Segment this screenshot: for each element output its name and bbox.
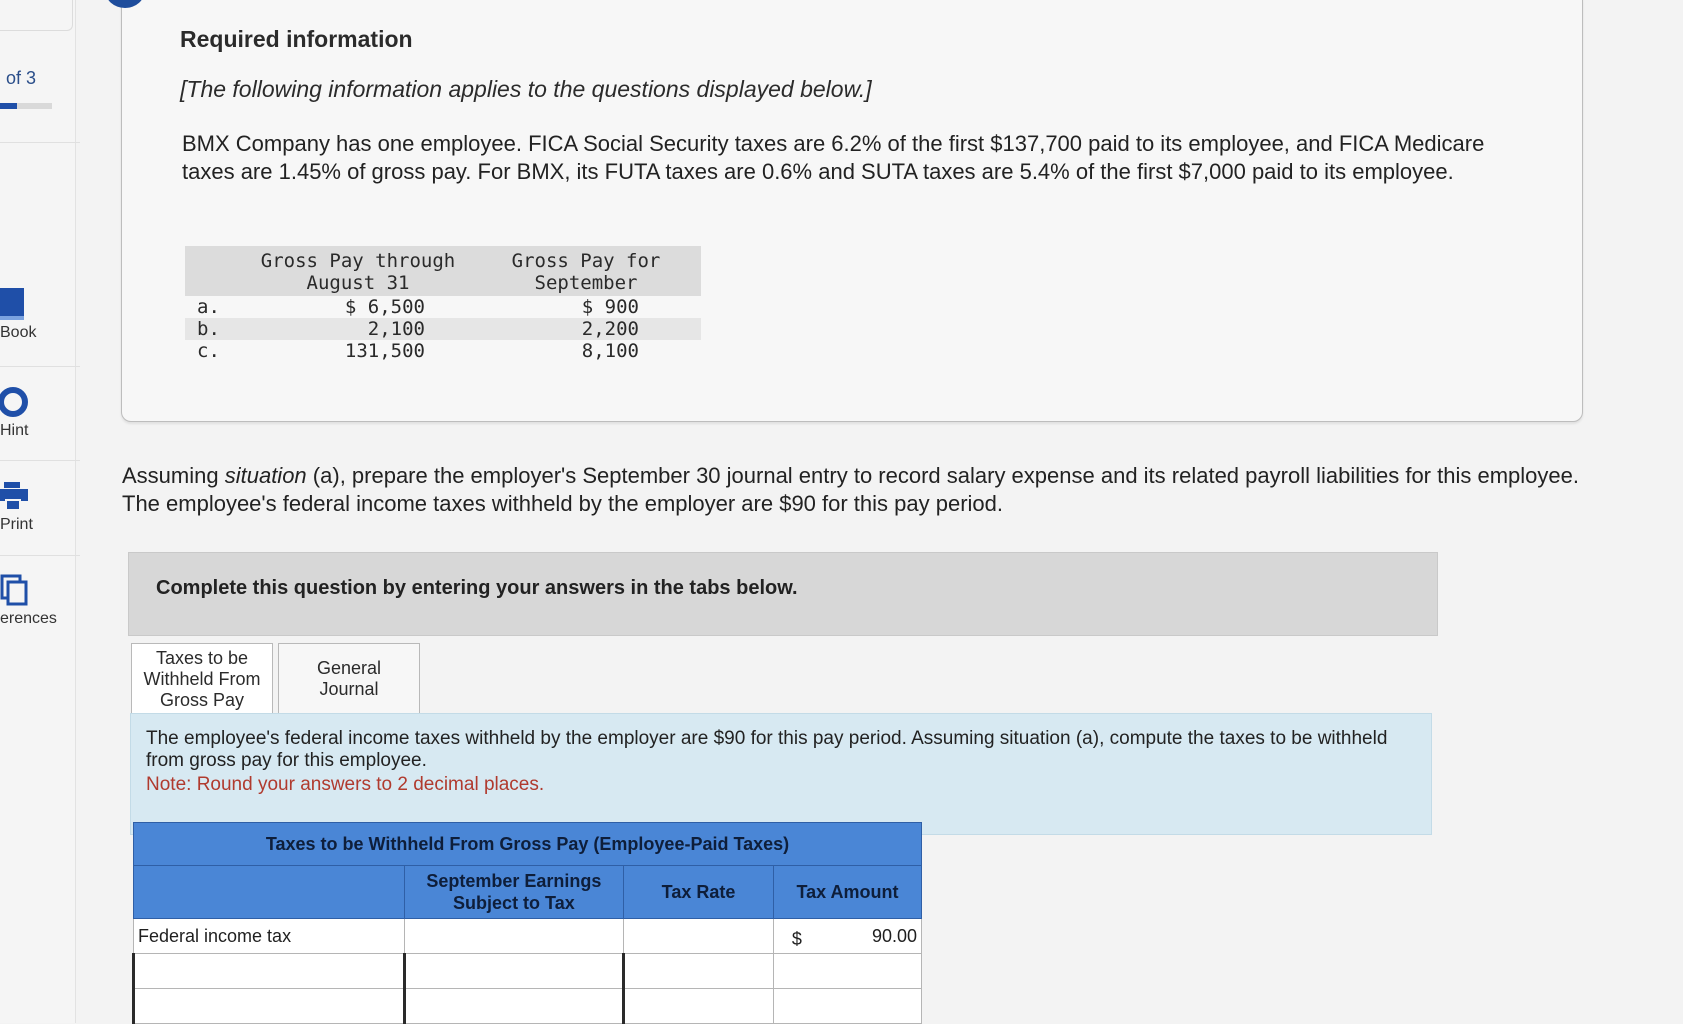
tax-name-select[interactable] bbox=[134, 989, 405, 1024]
required-info-title: Required information bbox=[180, 26, 413, 52]
row-label: a. bbox=[197, 296, 220, 318]
sidebar-top-box bbox=[0, 0, 73, 31]
sidebar-item-print[interactable] bbox=[0, 478, 75, 534]
row-september: 2,200 bbox=[471, 318, 701, 340]
gross-pay-table bbox=[185, 246, 701, 362]
rate-cell[interactable] bbox=[624, 954, 774, 989]
table-header-row bbox=[134, 866, 922, 919]
complete-question-text: Complete this question by entering your answers in the tabs below. bbox=[156, 577, 798, 599]
sidebar-divider bbox=[0, 366, 80, 367]
sidebar-item-book[interactable] bbox=[0, 286, 75, 342]
printer-icon bbox=[0, 478, 75, 514]
instructions-text: The employee's federal income taxes withheld by the employer are $90 for this pay period. Assuming situation (a), compute the taxes to be withheld from gross pay for this employee. bbox=[146, 728, 1388, 771]
currency-symbol: $ bbox=[791, 929, 802, 949]
book-icon bbox=[0, 286, 75, 322]
lifebuoy-icon bbox=[0, 384, 75, 420]
table-row bbox=[185, 296, 701, 318]
tab-taxes-withheld[interactable] bbox=[131, 643, 273, 715]
sidebar-item-label: Book bbox=[0, 324, 37, 341]
column-header-earnings: September Earnings Subject to Tax bbox=[404, 866, 624, 919]
question-prefix: Assuming bbox=[122, 463, 225, 488]
row-label: b. bbox=[185, 318, 245, 340]
required-info-body: BMX Company has one employee. FICA Social Security taxes are 6.2% of the first $137,700 paid to its employee, and FICA Medicare taxes are 1.45% of gross pay. For BMX, its FUTA taxes are 0.6% and SUTA taxes are 5.4% of the first $7,000 paid to its employee. bbox=[182, 131, 1485, 184]
earnings-input[interactable] bbox=[410, 991, 623, 1021]
rate-cell[interactable] bbox=[624, 989, 774, 1024]
sidebar-divider bbox=[0, 460, 80, 461]
copy-icon bbox=[0, 572, 75, 608]
tax-name-input[interactable] bbox=[139, 991, 403, 1021]
tab-label: General Journal bbox=[316, 658, 382, 699]
sidebar-item-references[interactable] bbox=[0, 572, 75, 628]
question-situation-letter: (a) bbox=[312, 463, 340, 488]
rate-input[interactable] bbox=[629, 956, 773, 986]
instructions-note: Note: Round your answers to 2 decimal places. bbox=[146, 774, 545, 795]
tax-name-select[interactable] bbox=[134, 954, 405, 989]
earnings-cell[interactable] bbox=[404, 954, 624, 989]
table-row bbox=[134, 954, 922, 989]
table-header-through: Gross Pay through August 31 bbox=[245, 246, 471, 296]
amount-cell bbox=[773, 954, 921, 989]
tab-label: Taxes to be Withheld From Gross Pay bbox=[143, 647, 261, 710]
earnings-cell[interactable] bbox=[404, 989, 624, 1024]
table-header-blank bbox=[185, 246, 245, 296]
instructions-panel bbox=[130, 713, 1432, 835]
tab-general-journal[interactable] bbox=[278, 643, 420, 714]
progress-bar-fill bbox=[0, 103, 17, 109]
table-caption-row bbox=[134, 823, 922, 866]
sidebar-item-label: Hint bbox=[0, 422, 29, 439]
left-sidebar bbox=[0, 0, 76, 1023]
federal-amount-value: 90.00 bbox=[871, 925, 917, 946]
federal-amount-cell bbox=[773, 919, 921, 954]
row-label: c. bbox=[197, 340, 220, 362]
federal-rate-cell bbox=[624, 919, 774, 954]
table-row bbox=[134, 989, 922, 1024]
sidebar-divider bbox=[0, 142, 80, 143]
table-header-row bbox=[185, 246, 701, 296]
row-label-federal-income-tax: Federal income tax bbox=[134, 919, 405, 954]
taxes-withheld-table bbox=[132, 822, 922, 1024]
progress-bar bbox=[0, 103, 52, 109]
sidebar-item-hint[interactable] bbox=[0, 384, 75, 440]
column-header-tax-amount: Tax Amount bbox=[773, 866, 921, 919]
rate-input[interactable] bbox=[629, 991, 773, 1021]
sidebar-item-label: erences bbox=[0, 610, 57, 627]
amount-cell bbox=[773, 989, 921, 1024]
row-september: $ 900 bbox=[581, 296, 639, 318]
sidebar-divider bbox=[0, 555, 80, 556]
table-row bbox=[134, 919, 922, 954]
table-caption: Taxes to be Withheld From Gross Pay (Employee-Paid Taxes) bbox=[134, 823, 922, 866]
table-header-september: Gross Pay for September bbox=[471, 246, 701, 296]
required-info-subtitle: [The following information applies to the questions displayed below.] bbox=[180, 76, 872, 102]
question-rest: , prepare the employer's September 30 journal entry to record salary expense and its related payroll liabilities for this employee. The employee's federal income taxes withheld by the employer are $90 for this pay period. bbox=[122, 463, 1579, 516]
sidebar-item-label: Print bbox=[0, 516, 33, 533]
tax-name-input[interactable] bbox=[139, 956, 403, 986]
question-situation-word: situation bbox=[224, 463, 307, 488]
row-september: 8,100 bbox=[581, 340, 639, 362]
federal-earnings-cell bbox=[404, 919, 624, 954]
row-through: 131,500 bbox=[344, 340, 425, 362]
column-header-tax-rate: Tax Rate bbox=[624, 866, 774, 919]
table-row bbox=[185, 318, 701, 340]
row-through: $ 6,500 bbox=[344, 296, 425, 318]
page-indicator: of 3 bbox=[6, 68, 37, 88]
earnings-input[interactable] bbox=[410, 956, 623, 986]
row-through: 2,100 bbox=[245, 318, 471, 340]
column-header-blank bbox=[134, 866, 405, 919]
question-text bbox=[122, 462, 1582, 518]
table-row bbox=[185, 340, 701, 362]
complete-question-bar bbox=[128, 552, 1438, 636]
